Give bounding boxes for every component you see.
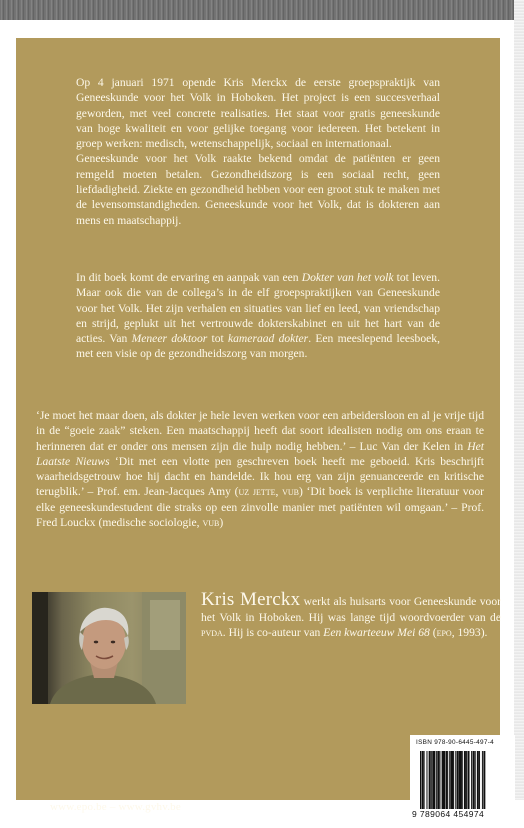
isbn-number: ISBN 978-90-6445-497-4	[416, 739, 495, 746]
ean-digits: 9 789064 454974	[412, 809, 485, 819]
barcode-bar	[464, 751, 466, 809]
barcode-bar	[475, 751, 476, 809]
barcode-bar	[432, 751, 435, 809]
barcode-bar	[471, 751, 472, 809]
barcode-bar	[436, 751, 437, 809]
publisher-websites: www.epo.be – www.gvhv.be	[50, 801, 181, 813]
barcode-bar	[477, 751, 479, 809]
barcode-bar	[439, 751, 440, 809]
author-portrait-illustration	[32, 592, 186, 704]
barcode-bar	[426, 751, 427, 809]
quote-2: ‘Dit met een vlotte pen geschreven boek heeft me geboeid. Kris beschrijft waarheidsgetrouw hoe hij dacht en handelde. Ik hou erg van zijn genuanceerde en kritische terugblik.’	[36, 454, 485, 499]
author-name: Kris Merckx	[201, 589, 301, 610]
barcode	[420, 751, 508, 809]
book-page-edges-top	[0, 0, 524, 20]
intro-paragraph-1: Op 4 januari 1971 opende Kris Merckx de eerste groepspraktijk van Geneeskunde voor het Volk in Hoboken. Het project is een succesverhaal geworden, met veel concrete realisaties. Het staat voor gratis geneeskunde van hoge kwaliteit en voor gelijke toegang voor iedereen. Het betekent in groep werken: medisch, wetenschappelijk, sociaal en internationaal.	[76, 76, 440, 151]
barcode-bar	[482, 751, 483, 809]
barcode-bar	[459, 751, 462, 809]
quotes-paragraph: ‘Je moet het maar doen, als dokter je hele leven werken voor een arbeidersloon en al je vrije tijd in de “goeie zaak” steken. Een maatschappij heeft dat soort idealisten nodig om ons eraan te herinneren dat er onder ons mensen zijn die hulp nodig hebben.’ – Luc Van der Kelen in Het Laatste Nieuws ‘Dit met een vlotte pen geschreven boek heeft me geboeid. Kris beschrijft waarheidsgetrouw hoe hij dacht en handelde. Ik hou erg van zijn genuanceerde en kritische terugblik.’ – Prof. em. Jean-Jacques Amy (uz jette, vub) ‘Dit boek is verplichte literatuur voor elke geneeskundestudent die straks op een zinvolle manier met patiënten wil omgaan.’ – Prof. Fred Louckx (medische sociologie, vub)	[36, 409, 485, 530]
barcode-bar	[442, 751, 445, 809]
barcode-bar	[421, 751, 423, 809]
barcode-bar	[420, 751, 421, 809]
barcode-bar	[462, 751, 463, 809]
author-photo	[32, 592, 186, 704]
barcode-bar	[446, 751, 448, 809]
barcode-label	[410, 735, 515, 828]
barcode-bar	[444, 751, 445, 809]
back-cover	[16, 38, 501, 819]
author-bio: Kris Merckx werkt als huisarts voor Geneeskunde voor het Volk in Hoboken. Hij was lange tijd woordvoerder van de pvda. Hij is co-auteur van Een kwarteeuw Mei 68 (epo, 1993).	[201, 589, 501, 639]
barcode-bar	[429, 751, 431, 809]
intro-paragraph-2: Geneeskunde voor het Volk raakte bekend omdat de patiënten er geen remgeld moeten betalen. Gezondheidszorg is een sociaal recht, geen liefdadigheid. Ziekte en gezondheid hebben voor een groot stuk te maken met de levensomstandigheden. Geneeskunde voor het Volk, dat is dokteren aan mens en maatschappij.	[76, 152, 440, 227]
barcode-bar	[437, 751, 439, 809]
barcode-bar	[453, 751, 454, 809]
barcode-bar	[424, 751, 425, 809]
barcode-bar	[457, 751, 459, 809]
press-quotes	[36, 408, 484, 530]
barcode-bar	[431, 751, 432, 809]
barcode-bar	[455, 751, 456, 809]
book-page-edges-side	[514, 0, 524, 800]
intro-text	[76, 75, 440, 228]
barcode-bar	[466, 751, 467, 809]
barcode-bar	[468, 751, 470, 809]
barcode-bar	[479, 751, 480, 809]
quote-1: ‘Je moet het maar doen, als dokter je hele leven werken voor een arbeidersloon en al je vrije tijd in de “goeie zaak” steken. Een maatschappij heeft dat soort idealisten nodig om ons eraan te herinneren dat er onder ons mensen zijn die hulp nodig hebben.’	[36, 409, 484, 453]
description-paragraph: In dit boek komt de ervaring en aanpak van een Dokter van het volk tot leven. Maar ook die van de collega’s in de elf groepspraktijken van Geneeskunde voor het Volk. Het zijn verhalen en situaties van lief en leed, van vriendschap en strijd, geplukt uit het vertrouwde dokterskabinet en uit het hart van de acties. Van Meneer doktoor tot kameraad dokter. Een meeslepend leesboek, met een visie op de gezondheidszorg van morgen.	[76, 271, 440, 361]
barcode-bar	[483, 751, 485, 809]
quote-3: ‘Dit boek is verplichte literatuur voor elke geneeskundestudent die straks op een zinvolle manier met patiënten wil omgaan.’	[36, 485, 484, 514]
barcode-bar	[449, 751, 450, 809]
barcode-bar	[450, 751, 453, 809]
book-description	[76, 270, 440, 362]
barcode-bar	[473, 751, 475, 809]
